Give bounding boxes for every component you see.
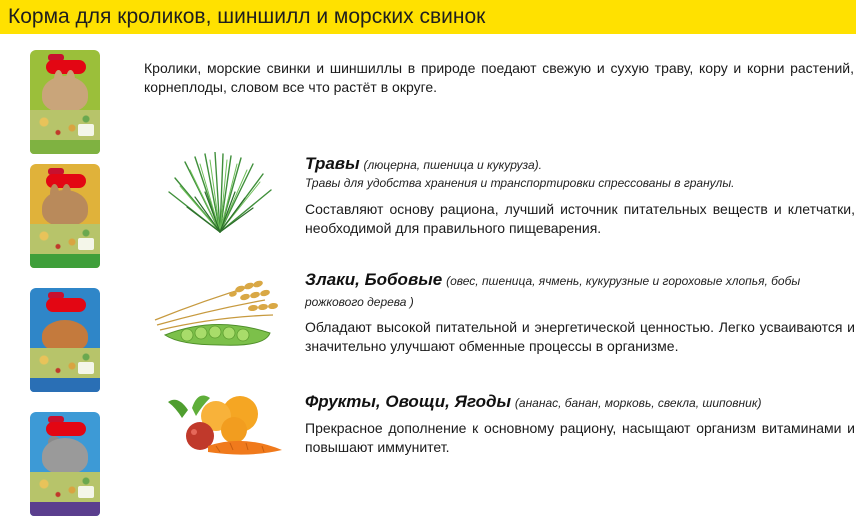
package-band — [30, 140, 100, 154]
product-package-chinchilla — [30, 412, 100, 516]
grass-icon — [165, 152, 275, 237]
section-heading — [305, 154, 855, 175]
section-grasses — [305, 154, 855, 238]
section-body: Прекрасное дополнение к основному рациону, насыщают организм витаминами и повышают иммунитет. — [305, 420, 855, 455]
product-package-rabbit-2 — [30, 164, 100, 268]
rabbit-icon — [42, 190, 88, 226]
chinchilla-icon — [42, 438, 88, 474]
page-title: Корма для кроликов, шиншилл и морских свинок — [8, 5, 486, 28]
section-title: Злаки, Бобовые — [305, 270, 443, 289]
brand-logo-icon — [46, 422, 86, 436]
menu-badge-icon — [78, 238, 94, 250]
section-heading — [305, 392, 855, 413]
rabbit-icon — [42, 76, 88, 112]
product-package-rabbit — [30, 50, 100, 154]
section-fruits-vegetables — [305, 392, 855, 457]
section-subtitle: (овес, пшеница, ячмень, кукурузные и гороховые хлопья, бобы рожкового дерева ) — [305, 274, 801, 309]
fruits-vegetables-icon — [158, 390, 286, 460]
package-band — [30, 254, 100, 268]
section-subtitle: (ананас, банан, морковь, свекла, шиповник) — [514, 396, 762, 410]
brand-logo-icon — [46, 298, 86, 312]
section-body: Обладают высокой питательной и энергетической ценностью. Легко усваиваются и значительно улучшают обменные процессы в организме. — [305, 319, 855, 354]
section-note: Травы для удобства хранения и транспортировки спрессованы в гранулы. — [305, 176, 735, 190]
product-package-guinea-pig — [30, 288, 100, 392]
page-header — [0, 0, 856, 34]
section-body: Составляют основу рациона, лучший источник питательных веществ и клетчатки, необходимой для правильного пищеварения. — [305, 201, 855, 236]
menu-badge-icon — [78, 124, 94, 136]
menu-badge-icon — [78, 486, 94, 498]
menu-badge-icon — [78, 362, 94, 374]
section-subtitle: (люцерна, пшеница и кукуруза). — [363, 158, 543, 172]
package-band — [30, 378, 100, 392]
section-heading — [305, 270, 855, 312]
intro-text: Кролики, морские свинки и шиншиллы в природе поедают свежую и сухую траву, кору и корни растений, корнеплоды, словом все что растёт в округе. — [144, 60, 854, 95]
section-title: Фрукты, Овощи, Ягоды — [305, 392, 512, 411]
brand-logo-icon — [46, 60, 86, 74]
package-band — [30, 502, 100, 516]
section-title: Травы — [305, 154, 360, 173]
grain-peas-icon — [145, 275, 290, 355]
section-grains-legumes — [305, 270, 855, 356]
